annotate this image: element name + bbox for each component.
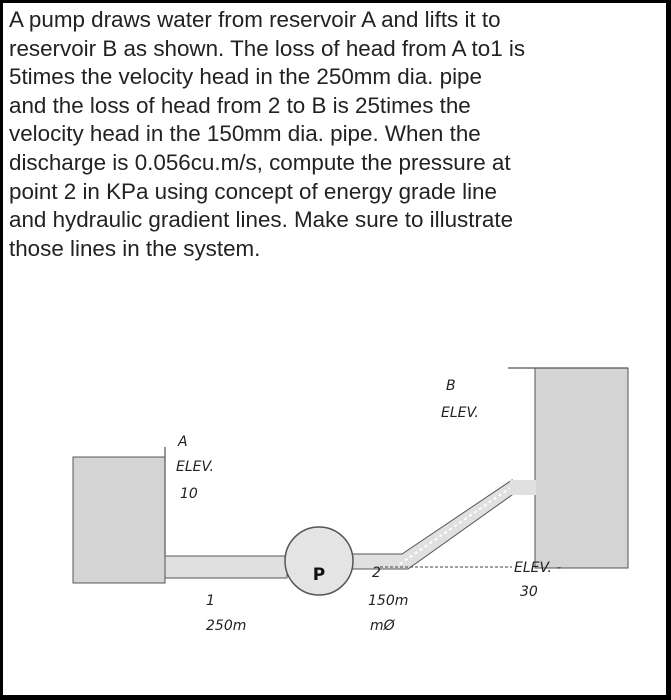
reservoir-b-inlet bbox=[510, 480, 536, 495]
problem-line: 5times the velocity head in the 250mm dia. pipe bbox=[9, 64, 482, 90]
pipe-2-diameter: mØ bbox=[370, 618, 395, 634]
problem-line: point 2 in KPa using concept of energy grade line bbox=[9, 178, 497, 204]
reservoir-a-name: A bbox=[178, 434, 188, 450]
problem-line: and hydraulic gradient lines. Make sure to illustrate bbox=[9, 207, 514, 233]
reservoir-a-elev-value: 10 bbox=[180, 486, 198, 502]
datum-elev-word: ELEV. - bbox=[514, 560, 562, 576]
point-1-label: 1 bbox=[206, 593, 215, 609]
problem-line: discharge is 0.056cu.m/s, compute the pressure at bbox=[9, 149, 511, 175]
pipe-2-length: 150m bbox=[368, 593, 409, 609]
reservoir-a bbox=[73, 447, 165, 583]
reservoir-b-name: B bbox=[446, 378, 456, 394]
datum-elev-value: 30 bbox=[520, 584, 538, 600]
reservoir-b bbox=[508, 368, 628, 568]
pump bbox=[285, 527, 353, 595]
reservoir-b-elev-word: ELEV. bbox=[441, 405, 479, 421]
problem-line: velocity head in the 150mm dia. pipe. When the bbox=[9, 121, 481, 147]
pipe-150mm bbox=[350, 480, 512, 569]
reservoir-b-tank bbox=[535, 368, 628, 568]
reservoir-a-tank bbox=[73, 457, 165, 583]
reservoir-a-elev-word: ELEV. bbox=[176, 459, 214, 475]
problem-line: those lines in the system. bbox=[9, 235, 261, 261]
pipe-250mm bbox=[165, 556, 287, 578]
pump-label: P bbox=[312, 565, 326, 585]
pipe-250mm-body bbox=[165, 556, 287, 578]
pipe-150mm-body bbox=[350, 480, 512, 569]
problem-line: A pump draws water from reservoir A and lifts it to bbox=[9, 7, 501, 32]
pipe-1-length: 250m bbox=[206, 618, 247, 634]
problem-line: reservoir B as shown. The loss of head from A to1 is bbox=[9, 35, 526, 61]
problem-line: and the loss of head from 2 to B is 25times the bbox=[9, 92, 471, 118]
point-2-label: 2 bbox=[372, 565, 381, 581]
